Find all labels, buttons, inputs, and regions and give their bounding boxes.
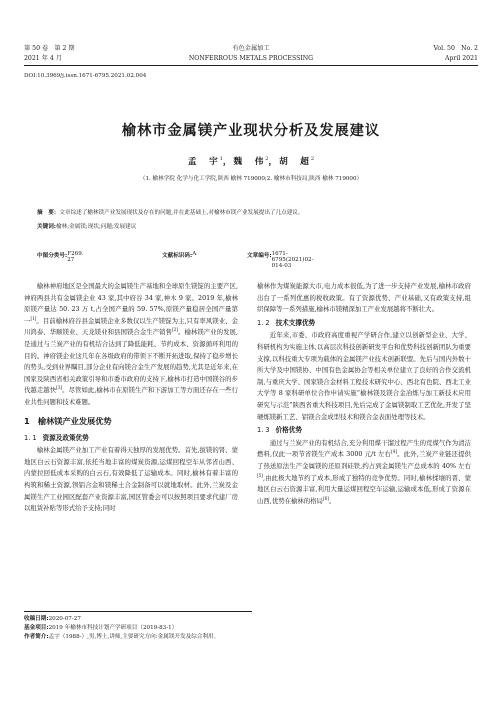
abstract-label: 摘 要：	[37, 210, 60, 216]
keywords	[37, 222, 465, 232]
paper-title: 榆林市金属镁产业现状分析及发展建议	[121, 123, 381, 139]
author-name: 孟 宇	[187, 157, 220, 167]
author-name: 魏 伟	[233, 157, 266, 167]
footnote-author-bio: 作者简介:孟宇（1988-）,男,博士,讲师,主要研究方向:金属镁开发及综合利用。	[24, 634, 220, 640]
citation: [6]	[322, 495, 329, 501]
article-number: 1671-6795(2021)02-014-03	[271, 251, 314, 269]
clc-label: 中图分类号:	[37, 253, 68, 259]
author-separator: ，	[222, 157, 234, 167]
body-paragraph: 榆林金属镁产业加工产业有着得天独厚的发展优势。首先,拔镁的肾、蒙地区白云石资源丰富,依托当地丰富的煤炭资源,运煤回程空车从邻省山西、内蒙拉回低成本采购的白云石,有效降低了运输成本。同时,榆林有着丰富的构筑和稀土资源,钡铝合金和镁稀土合金制备可以就地取材。此外,兰炭及金属镁生产工业园区配套产业资源丰富,园区管委会可以按照项目要求代建厂房以租赁补贴等形式给予支持;同时	[24, 446, 238, 513]
volume-issue-en: Vol. 50 No. 2	[433, 45, 478, 52]
citation: [1]	[30, 315, 37, 321]
keywords-label: 关键词:	[37, 224, 57, 230]
left-column	[24, 281, 238, 515]
author-name: 胡 超	[279, 157, 311, 167]
intro-paragraph: 榆林神府地区是全国最大的金属镁生产基地和全球原生镁锭的主要产区,神府两县共有金属镁企业 43 家,其中府谷 34 家,神木 9 家。2019 年,榆林原镁产量达 50. 23 万 t,占全国产量的 59. 57%,原镁产量稳居全国产量第一[1]。目前榆林府谷县金属镁企业多数仅以生产镁锭为主,只有率风镁业、金川鸿泰、华顺镁业、天龙镁业和县国镁合金生产销售[2]。榆林镁产业的发展,是通过与兰炭产业的有机结合达到了降低能耗、节约成本、资源循环利用的目的。神府镁企业这几年在各级政府的带领下不断开拓进取,保持了稳步增长的势头,受到业界瞩目,部分企业有向镁合金生产发展的趋势,尤其是近年来,在国家及陕西省相关政策引导和市委市政府的支持下,榆林市打造中国镁谷的步伐越走越快[3]。尽管如此,榆林市在原镁生产和下游加工等方面还存在一些行业共性问题和技术难题。	[24, 282, 239, 406]
doc-code-label: 文献标识码:	[162, 253, 193, 259]
footnote-received: 收稿日期:2020-07-27	[24, 616, 81, 622]
author-affil-mark: 1	[219, 156, 223, 163]
affiliation: （1. 榆林学院 化学与化工学院,陕西 榆林 719000;2. 榆林市科技局,陕西 榆林 719000）	[139, 176, 363, 182]
author-separator: ，	[268, 157, 280, 167]
subsection-heading: 1. 3 价格优势	[257, 426, 302, 435]
citation: [4]	[391, 449, 398, 455]
doc-code: A	[192, 251, 197, 257]
journal-name-en: NONFERROUS METALS PROCESSING	[188, 55, 314, 62]
issue-date: 2021 年 4 月	[24, 55, 62, 62]
keywords-text: 榆林;金属镁;现状;问题;发展建议	[56, 224, 137, 230]
section-heading: 1 榆林镁产业发展优势	[24, 415, 112, 426]
body-paragraph: 近年来,市委、市政府高度重视产学研合作,建立以创新型企业、大学、科研机构为实施主体,以高层次科技创新研发平台和优势科技创新团队为重要支撑,以科技重大专项为载体的金属镁产业技术创新联盟。先后与国内外数十所大学及中国镁协、中国有色金属协会等相关单位建立了良好的合作交流机制,与重庆大学、国家镁合金材料工程技术研究中心、西北有色院、西北工业大学等 8 家科研单位合作申请实施“榆林镁及镁合金冶炼与加工新技术应用研究与示范”陕西省重大科技项目,先后完成了金属镁制取工艺优化,开发了坚硬炼镁新工艺、铝镁合金成型技术和镁合金表面处理等技术。	[257, 331, 471, 421]
header-rule	[24, 65, 478, 66]
footnote-funding: 基金项目:2019 年榆林市科技计划产学研项目（2019-83-1）	[24, 625, 178, 631]
body-paragraph-continued: 榆林作为煤炭能源大市,电力成本很低,为了进一步支持产业发展,榆林市政府出台了一系列优惠的税收政策。有了资源优势、产业基础,又有政策支持,组织保障等一系列措施,榆林市镁精深加工产业发展越将不断壮大。	[257, 282, 471, 314]
journal-name-cn: 有色金属加工	[232, 45, 270, 52]
citation: [3]	[56, 385, 63, 391]
abstract	[37, 208, 465, 218]
author-affil-mark: 2	[265, 156, 269, 163]
subsection-heading: 1. 2 技术支撑优势	[257, 318, 316, 327]
author-affil-mark: 2	[310, 156, 315, 163]
doi: DOI:10.3969/j.issn.1671-6795.2021.02.004	[24, 73, 147, 79]
citation: [5]	[257, 472, 263, 478]
clc-code: F269. 27	[67, 251, 84, 263]
volume-issue: 第 50 卷 第 2 期	[24, 45, 75, 52]
citation: [2]	[172, 327, 178, 333]
footnote-rule	[24, 611, 252, 612]
footnotes	[24, 615, 464, 642]
right-column	[257, 281, 471, 507]
article-number-label: 文章编号:	[247, 253, 272, 259]
abstract-text: 文章综述了榆林镁产业发展现状及存在的问题,并在此基础上,对榆林市镁产业发展提出了几点建议。	[59, 210, 304, 216]
body-paragraph: 通过与兰炭产业的有机结合,充分利用煤干馏过程产生的荒煤气作为清洁燃料,仅此一项节省镁生产成本 3000 元/t 左右[4]。此外,兰炭产业链还提供了热送原法生产金属镁的还原剂硅铁,约占到金属镁生产总成本的 40% 左右[5],由此极大地节约了成本,形成了独特的竞争优势。同时,榆林揉壤的晋、蒙地区白云石资源丰富,利用大量运煤回程空车运输,运输成本低,形成了资源在山西,优势在榆林的格局[6]。	[257, 438, 471, 505]
author-list	[0, 155, 502, 167]
subsection-heading: 1. 1 资源及政策优势	[24, 433, 89, 442]
issue-date-en: April 2021	[444, 55, 478, 62]
